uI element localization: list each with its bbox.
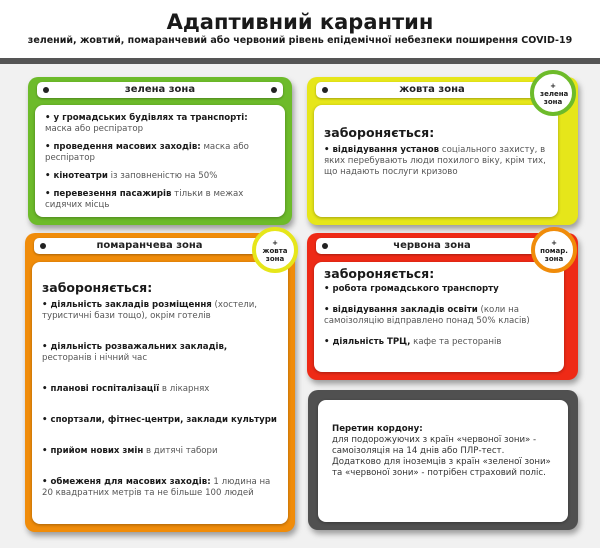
list-item: • прийом нових змін в дитячі табори xyxy=(42,446,218,456)
list-item: • діяльність закладів розміщення (хостели, туристичні бази тощо), окрім готелів xyxy=(42,300,258,321)
list-item: • відвідування установ соціального захисту, в яких перебувають люди похилого віку, крім тих, що надають послуги кризово xyxy=(324,145,546,177)
forbidden-heading: забороняється: xyxy=(42,280,153,295)
list-item: • у громадських будівлях та транспорті: маска або респіратор xyxy=(45,113,248,134)
page-title: Адаптивний карантин xyxy=(166,10,434,34)
green-zone-card xyxy=(28,77,292,225)
orange-zone-badge: + помар. зона xyxy=(531,227,577,273)
divider xyxy=(0,58,600,64)
list-item: • діяльність ТРЦ, кафе та ресторанів xyxy=(324,337,502,347)
border-crossing-text: для подорожуючих з країн «червоної зони» - самоізоляція на 14 днів або ПЛР-тест. Додатково для іноземців з країн «зеленої зони» та «червоної зони» - потрібен страховий поліс. xyxy=(332,435,551,478)
dot-icon xyxy=(322,243,328,249)
header xyxy=(0,0,600,58)
list-item: • діяльність розважальних закладів, ресторанів і нічний час xyxy=(42,342,228,363)
red-zone-body xyxy=(314,262,564,372)
list-item: • кінотеатри із заповненістю на 50% xyxy=(45,171,218,181)
border-crossing-body xyxy=(318,400,568,522)
green-zone-badge: + зелена зона xyxy=(530,70,576,116)
forbidden-heading: забороняється: xyxy=(324,266,435,281)
orange-zone-header xyxy=(34,238,265,254)
zone-title: помаранчева зона xyxy=(96,240,203,251)
zone-title: жовта зона xyxy=(399,84,465,95)
yellow-zone-body xyxy=(314,105,558,217)
list-item: • відвідування закладів освіти (коли на самоізоляцію відправлено понад 50% класів) xyxy=(324,305,530,326)
green-zone-body xyxy=(35,105,285,217)
dot-icon xyxy=(43,87,49,93)
list-item: • обмеженя для масових заходів: 1 людина на 20 квадратних метрів та не більше 100 людей xyxy=(42,477,271,498)
red-zone-header xyxy=(316,238,548,254)
zone-title: зелена зона xyxy=(124,84,196,95)
list-item: • робота громадського транспорту xyxy=(324,284,499,294)
yellow-zone-header xyxy=(316,82,548,98)
page-subtitle: зелений, жовтий, помаранчевий або червоний рівень епідемічної небезпеки поширення COVID-19 xyxy=(27,35,573,46)
dot-icon xyxy=(40,243,46,249)
yellow-zone-badge: + жовта зона xyxy=(252,227,298,273)
orange-zone-card xyxy=(25,233,295,532)
dot-icon xyxy=(322,87,328,93)
border-crossing-heading: Перетин кордону: xyxy=(332,424,423,434)
list-item: • проведення масових заходів: маска або респіратор xyxy=(45,142,249,163)
green-zone-header xyxy=(37,82,283,98)
zone-title: червона зона xyxy=(393,240,471,251)
list-item: • спортзали, фітнес-центри, заклади культури xyxy=(42,415,277,425)
border-crossing-card xyxy=(308,390,578,530)
forbidden-heading: забороняється: xyxy=(324,125,435,140)
orange-zone-body xyxy=(32,262,288,524)
list-item: • перевезення пасажирів тільки в межах сидячих місць xyxy=(45,189,244,210)
list-item: • планові госпіталізації в лікарнях xyxy=(42,384,210,394)
dot-icon xyxy=(271,87,277,93)
